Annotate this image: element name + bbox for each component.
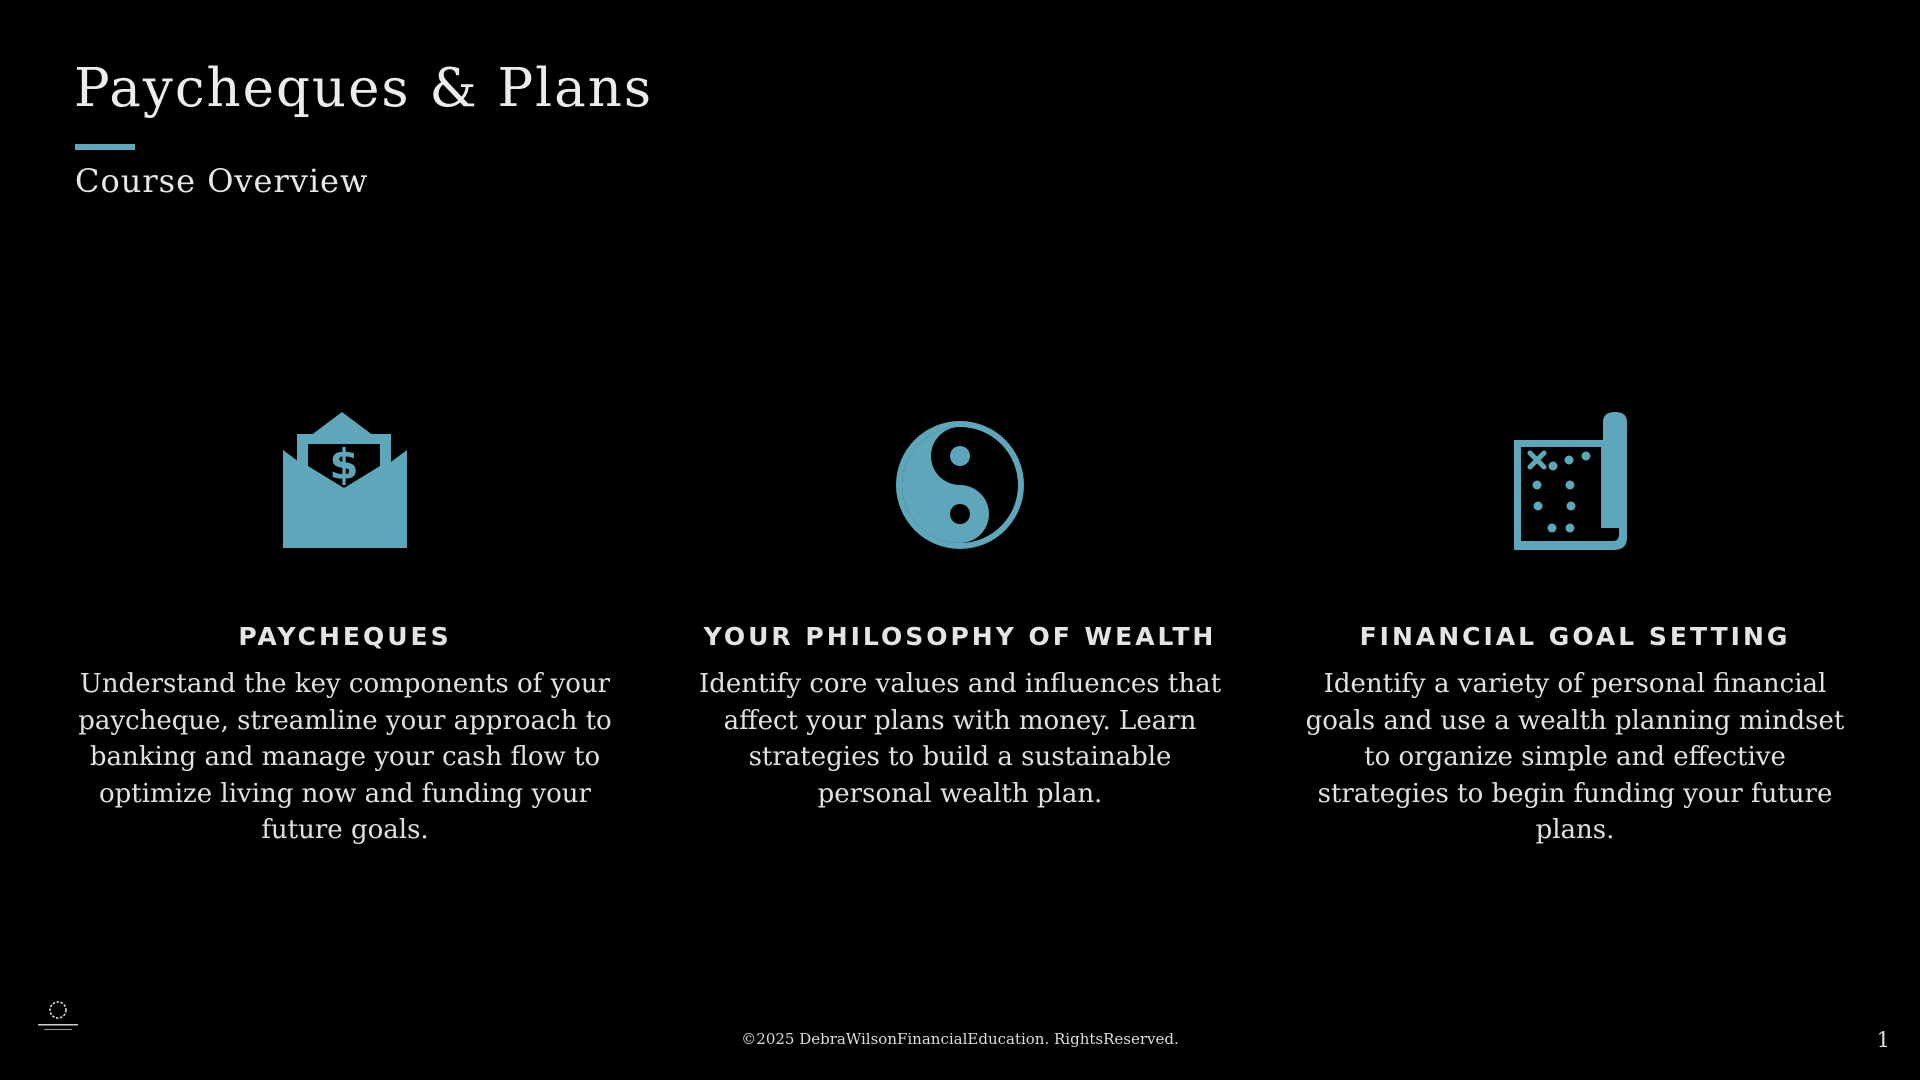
money-envelope-icon <box>270 410 420 560</box>
slide-title: Paycheques & Plans <box>74 58 654 119</box>
card-heading: PAYCHEQUES <box>238 622 452 651</box>
card-description: Understand the key components of your paycheque, streamline your approach to banking and manage your cash flow to optimize living now and funding your future goals. <box>78 669 612 845</box>
slide-subtitle: Course Overview <box>75 162 369 200</box>
overview-card-philosophy <box>680 410 1240 812</box>
overview-card-paycheques <box>65 410 625 849</box>
yin-yang-icon <box>885 410 1035 560</box>
card-heading: FINANCIAL GOAL SETTING <box>1359 622 1791 651</box>
treasure-map-icon <box>1500 410 1650 560</box>
card-description: Identify a variety of personal financial goals and use a wealth planning mindset to organize simple and effective strategies to begin funding your future plans. <box>1305 669 1845 845</box>
card-description: Identify core values and influences that affect your plans with money. Learn strategies to build a sustainable personal wealth plan. <box>698 669 1222 809</box>
debra-wilson-logo-icon <box>34 998 82 1038</box>
svg-text:$: $ <box>329 440 359 489</box>
overview-card-goal-setting <box>1295 410 1855 849</box>
title-accent-rule <box>75 144 135 150</box>
page-number: 1 <box>1876 1028 1890 1052</box>
card-heading: YOUR PHILOSOPHY OF WEALTH <box>703 622 1217 651</box>
copyright-notice: ©2025 DebraWilsonFinancialEducation. RightsReserved. <box>741 1030 1179 1048</box>
